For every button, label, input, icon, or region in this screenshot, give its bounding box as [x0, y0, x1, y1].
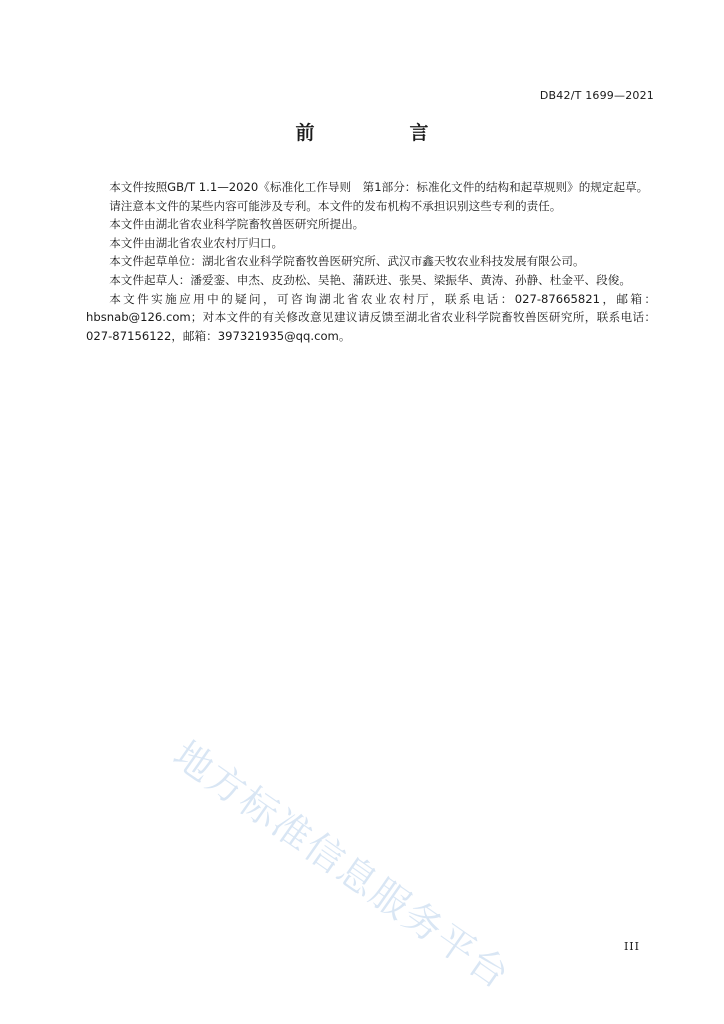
paragraph-administrator: 本文件由湖北省农业农村厅归口。 — [109, 235, 284, 250]
paragraph-drafters: 本文件起草人：潘爱銮、申杰、皮劲松、吴艳、蒲跃进、张昊、梁振华、黄涛、孙静、杜金平、段俊。 — [109, 272, 631, 287]
paragraph-drafting-units: 本文件起草单位：湖北省农业科学院畜牧兽医研究所、武汉市鑫天牧农业科技发展有限公司。 — [109, 254, 585, 269]
page-title: 前 言 — [295, 122, 467, 144]
foreword-body — [86, 178, 656, 345]
paragraph-proposer: 本文件由湖北省农业科学院畜牧兽医研究所提出。 — [109, 217, 365, 232]
paragraph-drafting-rules: 本文件按照GB/T 1.1—2020《标准化工作导则 第1部分：标准化文件的结构和起草规则》的规定起草。 — [109, 180, 649, 194]
paragraph-contact: 本文件实施应用中的疑问，可咨询湖北省农业农村厅，联系电话：027-87665821，邮箱：hbsnab@126.com；对本文件的有关修改意见建议请反馈至湖北省农业科学院畜牧兽医研究所，联系电话：027-87156122，邮箱：397321935@qq.com。 — [86, 291, 656, 343]
watermark: 地方标准信息服务平台 — [165, 732, 519, 998]
paragraph-patent-notice: 请注意本文件的某些内容可能涉及专利。本文件的发布机构不承担识别这些专利的责任。 — [109, 198, 562, 213]
page-number: III — [623, 940, 640, 953]
standard-code: DB42/T 1699—2021 — [539, 89, 654, 102]
